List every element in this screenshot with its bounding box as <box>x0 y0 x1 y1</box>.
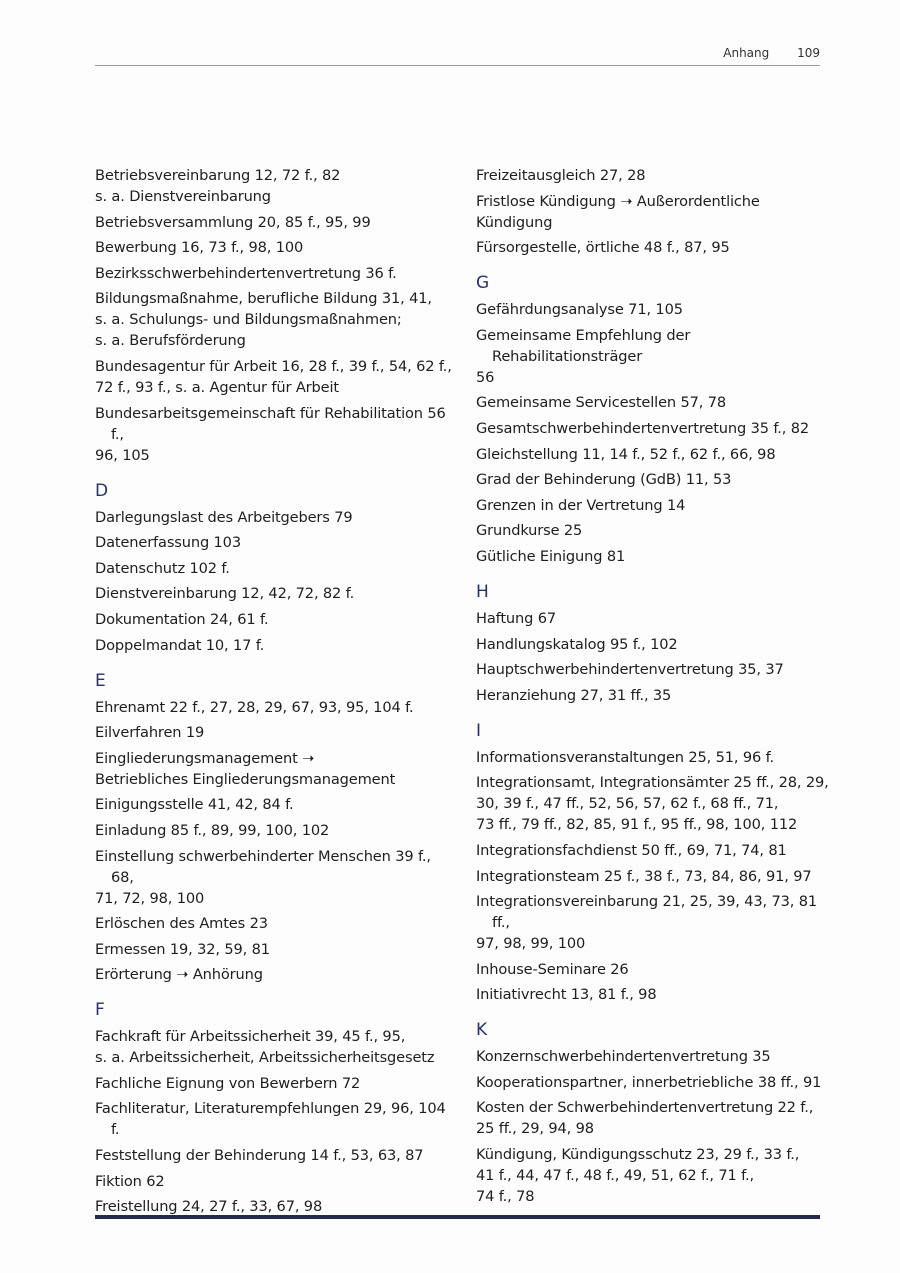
index-entry-term: Hauptschwerbehindertenvertretung 35, 37 <box>476 661 784 679</box>
index-entry-term: Bundesarbeitsgemeinschaft für Rehabilitation 56 f., <box>95 404 446 443</box>
index-entry-continuation: s. a. Berufsförderung <box>95 332 246 350</box>
index-entry <box>476 165 836 186</box>
index-entry-term: Integrationsamt, Integrationsämter 25 ff., 28, 29, <box>476 774 829 792</box>
page-number: 109 <box>797 46 820 60</box>
index-letter-heading: I <box>476 720 482 741</box>
index-entry-term: Fristlose Kündigung ➝ Außerordentliche <box>476 192 760 210</box>
index-entry-term: Gesamtschwerbehindertenvertretung 35 f., 82 <box>476 419 809 437</box>
index-letter-heading: G <box>476 273 490 294</box>
running-header <box>95 44 820 66</box>
index-entry-term: Gleichstellung 11, 14 f., 52 f., 62 f., 66, 98 <box>476 445 776 463</box>
index-entry-term: Datenerfassung 103 <box>95 534 241 552</box>
index-entry <box>95 913 455 934</box>
index-entry <box>476 325 836 388</box>
index-entry <box>476 418 836 439</box>
index-column-left <box>95 165 455 1222</box>
index-entry <box>476 1072 836 1093</box>
index-entry-term: Bildungsmaßnahme, berufliche Bildung 31, 41, <box>95 290 432 308</box>
index-entry <box>476 959 836 980</box>
index-letter-heading: K <box>476 1020 488 1041</box>
index-entry-term: Haftung 67 <box>476 609 556 627</box>
index-entry-term: Grenzen in der Vertretung 14 <box>476 496 686 514</box>
index-entry <box>95 748 455 790</box>
index-entry-term: Doppelmandat 10, 17 f. <box>95 636 265 654</box>
index-entry-term: Freistellung 24, 27 f., 33, 67, 98 <box>95 1198 323 1216</box>
index-entry-term: Bezirksschwerbehindertenvertretung 36 f. <box>95 264 397 282</box>
index-entry-term: Bewerbung 16, 73 f., 98, 100 <box>95 239 304 257</box>
index-entry <box>476 984 836 1005</box>
index-entry-term: Darlegungslast des Arbeitgebers 79 <box>95 508 353 526</box>
index-entry-continuation: 41 f., 44, 47 f., 48 f., 49, 51, 62 f., 71 f., <box>476 1167 755 1185</box>
index-entry-term: Ermessen 19, 32, 59, 81 <box>95 940 270 958</box>
running-header-text <box>723 46 820 60</box>
index-entry-term: Integrationsfachdienst 50 ff., 69, 71, 74, 81 <box>476 841 787 859</box>
index-entry-continuation: 73 ff., 79 ff., 82, 85, 91 f., 95 ff., 98, 100, 112 <box>476 816 798 834</box>
index-entry-continuation: 56 <box>476 368 495 386</box>
index-entry-continuation: s. a. Schulungs- und Bildungsmaßnahmen; <box>95 311 402 329</box>
header-section-title: Anhang <box>723 46 770 60</box>
index-entry-term: Betriebsversammlung 20, 85 f., 95, 99 <box>95 213 371 231</box>
index-entry-term: Einladung 85 f., 89, 99, 100, 102 <box>95 821 330 839</box>
index-entry-term: Datenschutz 102 f. <box>95 559 230 577</box>
index-entry <box>95 532 455 553</box>
index-entry <box>95 558 455 579</box>
index-entry <box>95 212 455 233</box>
index-entry-continuation: 71, 72, 98, 100 <box>95 889 205 907</box>
index-entry <box>476 1144 836 1207</box>
index-entry-term: Fachliche Eignung von Bewerbern 72 <box>95 1074 361 1092</box>
index-entry <box>95 1026 455 1068</box>
index-entry <box>476 1097 836 1139</box>
index-entry <box>95 263 455 284</box>
index-entry <box>476 747 836 768</box>
index-entry-term: Kosten der Schwerbehindertenvertretung 22 f., <box>476 1099 814 1117</box>
index-column-right <box>476 165 836 1212</box>
index-entry <box>476 772 836 835</box>
index-letter-heading: F <box>95 1000 105 1021</box>
index-entry <box>476 685 836 706</box>
index-entry-term: Kündigung, Kündigungsschutz 23, 29 f., 33 f., <box>476 1146 800 1164</box>
index-entry-term: Inhouse-Seminare 26 <box>476 960 629 978</box>
index-entry-term: Fachkraft für Arbeitssicherheit 39, 45 f., 95, <box>95 1028 406 1046</box>
index-entry <box>476 608 836 629</box>
index-entry <box>95 165 455 207</box>
index-entry-term: Gemeinsame Empfehlung der Rehabilitationsträger <box>476 326 691 365</box>
index-entry <box>476 866 836 887</box>
index-entry <box>95 288 455 351</box>
index-entry-term: Informationsveranstaltungen 25, 51, 96 f. <box>476 748 775 766</box>
index-entry-term: Grundkurse 25 <box>476 522 583 540</box>
index-entry <box>95 939 455 960</box>
index-entry-term: Dienstvereinbarung 12, 42, 72, 82 f. <box>95 585 355 603</box>
index-entry-term: Erlöschen des Amtes 23 <box>95 915 268 933</box>
index-entry-term: Konzernschwerbehindertenvertretung 35 <box>476 1048 771 1066</box>
index-entry <box>95 507 455 528</box>
index-entry <box>476 495 836 516</box>
index-entry-term: Initiativrecht 13, 81 f., 98 <box>476 986 657 1004</box>
index-entry-term: Heranziehung 27, 31 ff., 35 <box>476 686 672 704</box>
index-entry <box>95 635 455 656</box>
index-entry <box>476 634 836 655</box>
index-entry-term: Gefährdungsanalyse 71, 105 <box>476 301 683 319</box>
index-entry <box>476 659 836 680</box>
footer-rule <box>95 1215 820 1219</box>
index-letter-heading: D <box>95 480 109 501</box>
index-entry <box>95 356 455 398</box>
index-entry-continuation: s. a. Arbeitssicherheit, Arbeitssicherheitsgesetz <box>95 1049 435 1067</box>
index-entry <box>476 444 836 465</box>
index-entry-term: Integrationsteam 25 f., 38 f., 73, 84, 86, 91, 97 <box>476 867 812 885</box>
index-entry <box>95 697 455 718</box>
index-entry <box>95 1145 455 1166</box>
index-entry <box>476 191 836 233</box>
index-entry-term: Eilverfahren 19 <box>95 724 205 742</box>
index-entry-term: Erörterung ➝ Anhörung <box>95 966 263 984</box>
index-entry-term: Feststellung der Behinderung 14 f., 53, 63, 87 <box>95 1147 424 1165</box>
index-entry <box>95 237 455 258</box>
index-entry-term: Ehrenamt 22 f., 27, 28, 29, 67, 93, 95, 104 f. <box>95 698 414 716</box>
index-entry-continuation: 72 f., 93 f., s. a. Agentur für Arbeit <box>95 378 339 396</box>
index-letter-heading: E <box>95 670 106 691</box>
index-entry-continuation: 96, 105 <box>95 446 150 464</box>
index-entry-continuation: Kündigung <box>476 213 553 231</box>
index-entry <box>95 1098 455 1140</box>
index-entry <box>95 794 455 815</box>
index-entry-term: Freizeitausgleich 27, 28 <box>476 167 646 184</box>
index-entry <box>95 1171 455 1192</box>
index-entry <box>476 237 836 258</box>
index-entry <box>95 1073 455 1094</box>
index-entry <box>476 546 836 567</box>
index-entry-continuation: Betriebliches Eingliederungsmanagement <box>95 770 396 788</box>
index-entry-term: Integrationsvereinbarung 21, 25, 39, 43, 73, 81 ff., <box>476 893 817 932</box>
index-entry-continuation: 30, 39 f., 47 ff., 52, 56, 57, 62 f., 68 ff., 71, <box>476 795 779 813</box>
index-entry <box>95 722 455 743</box>
index-entry-term: Betriebsvereinbarung 12, 72 f., 82 <box>95 167 341 184</box>
index-entry <box>95 403 455 466</box>
index-entry-term: Fiktion 62 <box>95 1172 165 1190</box>
index-entry-continuation: s. a. Dienstvereinbarung <box>95 188 271 205</box>
index-entry <box>95 820 455 841</box>
index-entry <box>476 891 836 954</box>
index-entry-term: Handlungskatalog 95 f., 102 <box>476 635 678 653</box>
index-entry <box>476 840 836 861</box>
index-entry-continuation: 74 f., 78 <box>476 1188 535 1206</box>
index-entry-term: Einstellung schwerbehinderter Menschen 39 f., 68, <box>95 847 431 886</box>
index-entry-continuation: 97, 98, 99, 100 <box>476 935 586 953</box>
index-entry-term: Bundesagentur für Arbeit 16, 28 f., 39 f., 54, 62 f., <box>95 357 452 375</box>
index-entry <box>476 299 836 320</box>
index-entry <box>95 846 455 909</box>
index-entry <box>476 520 836 541</box>
index-entry-term: Einigungsstelle 41, 42, 84 f. <box>95 796 294 814</box>
index-entry <box>476 1046 836 1067</box>
index-entry-term: Kooperationspartner, innerbetriebliche 38 ff., 91 <box>476 1073 822 1091</box>
index-entry <box>95 964 455 985</box>
index-entry-continuation: 25 ff., 29, 94, 98 <box>476 1120 594 1138</box>
index-entry <box>476 469 836 490</box>
index-entry <box>95 609 455 630</box>
index-entry-term: Gütliche Einigung 81 <box>476 547 626 565</box>
index-letter-heading: H <box>476 581 489 602</box>
index-entry-term: Dokumentation 24, 61 f. <box>95 610 269 628</box>
index-entry-term: Grad der Behinderung (GdB) 11, 53 <box>476 471 732 489</box>
index-entry-term: Eingliederungsmanagement ➝ <box>95 749 315 767</box>
index-entry <box>95 583 455 604</box>
index-entry-term: Fürsorgestelle, örtliche 48 f., 87, 95 <box>476 239 730 257</box>
index-entry <box>476 392 836 413</box>
index-entry-term: Fachliteratur, Literaturempfehlungen 29, 96, 104 f. <box>95 1100 446 1139</box>
index-entry-term: Gemeinsame Servicestellen 57, 78 <box>476 394 726 412</box>
